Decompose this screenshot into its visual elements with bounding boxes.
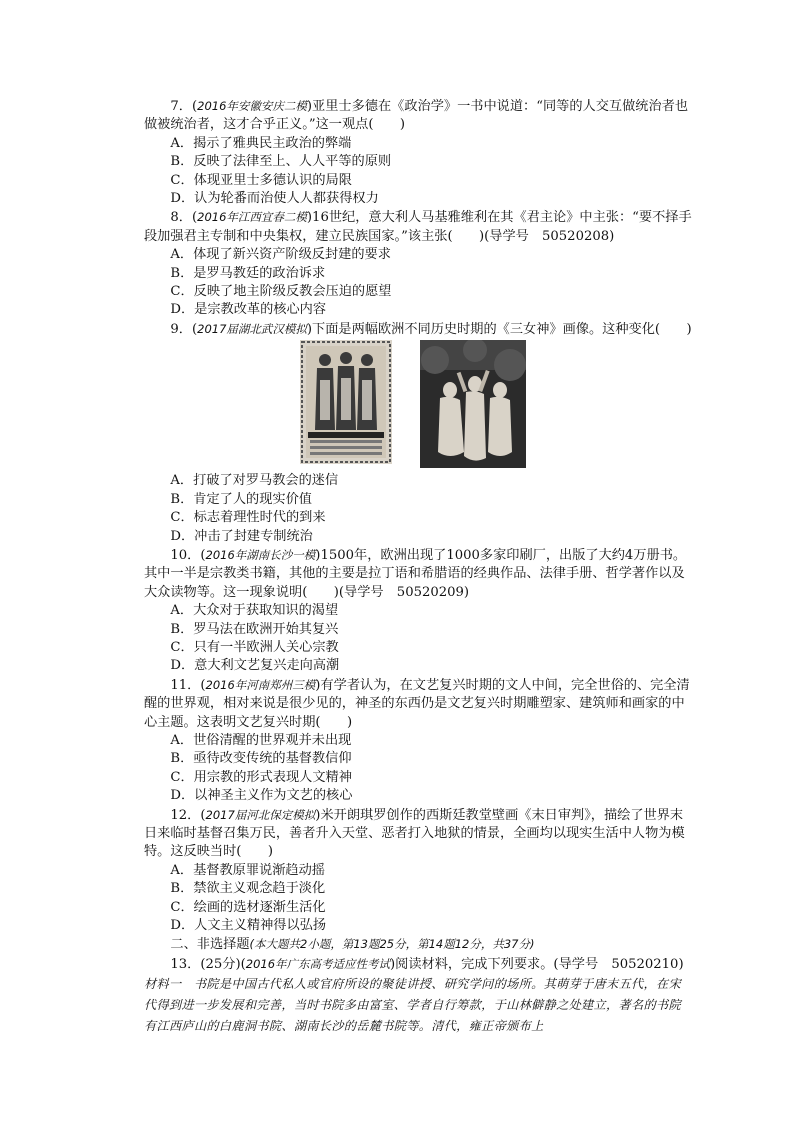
option: C．体现亚里士多德认识的局限 bbox=[170, 172, 352, 188]
option: D．认为轮番而治使人人都获得权力 bbox=[170, 191, 379, 207]
option: B．禁欲主义观念趋于淡化 bbox=[170, 881, 326, 897]
three-graces-images bbox=[144, 340, 692, 468]
option: A．体现了新兴资产阶级反封建的要求 bbox=[170, 247, 391, 263]
option: B．反映了法律至上、人人平等的原则 bbox=[170, 154, 392, 170]
option: D．是宗教改革的核心内容 bbox=[170, 302, 327, 318]
material-one: 材料一 书院是中国古代私人或官府所设的聚徒讲授、研究学问的场所。其萌芽于唐末五代，在宋代得到进一步发展和完善，当时书院多由富室、学者自行筹款，于山林僻静之处建立，著名的书院有江西庐山的白鹿洞书院、湖南长沙的岳麓书院等。清代，雍正帝颁布上 bbox=[144, 977, 681, 1034]
option: C．只有一半欧洲人关心宗教 bbox=[170, 639, 339, 655]
option: A．基督教原罪说渐趋动摇 bbox=[170, 862, 325, 878]
option: D．人文主义精神得以弘扬 bbox=[170, 918, 327, 934]
option: B．是罗马教廷的政治诉求 bbox=[170, 265, 326, 281]
section-2-heading: 二、非选择题(本大题共2小题，第13题25分，第14题12分，共37分) bbox=[170, 937, 535, 953]
question-list bbox=[144, 97, 692, 1037]
option: B．罗马法在欧洲开始其复兴 bbox=[170, 621, 339, 637]
option: A．大众对于获取知识的渴望 bbox=[170, 603, 339, 619]
question-11-stem: 11．(2016年河南郑州三模)有学者认为，在文艺复兴时期的文人中间，完全世俗的、完全清醒的世界观，相对来说是很少见的，神圣的东西仍是文艺复兴时期雕塑家、建筑师和画家的中心主题。这表明文艺复兴时期( ) bbox=[144, 677, 690, 730]
question-9-stem: 9．(2017届湖北武汉模拟)下面是两幅欧洲不同历史时期的《三女神》画像。这种变化( ) bbox=[170, 321, 692, 337]
option: C．绘画的选材逐渐生活化 bbox=[170, 899, 326, 915]
option: A．打破了对罗马教会的迷信 bbox=[170, 473, 339, 489]
medieval-three-graces-image bbox=[300, 340, 392, 464]
option: A．揭示了雅典民主政治的弊端 bbox=[170, 135, 352, 151]
question-12-stem: 12．(2017届河北保定模拟)米开朗琪罗创作的西斯廷教堂壁画《末日审判》，描绘了世界末日来临时基督召集万民，善者升入天堂、恶者打入地狱的情景，全画均以现实生活中人物为模特。这反映当时( ) bbox=[144, 807, 685, 860]
renaissance-three-graces-image bbox=[420, 340, 526, 468]
question-8-stem: 8．(2016年江西宜春二模)16世纪，意大利人马基雅维利在其《君主论》中主张：“要不择手段加强君主专制和中央集权，建立民族国家。”该主张( )(导学号 50520208) bbox=[144, 210, 692, 244]
option: D．冲击了封建专制统治 bbox=[170, 528, 313, 544]
option: A．世俗清醒的世界观并未出现 bbox=[170, 732, 352, 748]
option: C．反映了地主阶级反教会压迫的愿望 bbox=[170, 284, 392, 300]
option: D．以神圣主义作为文艺的核心 bbox=[170, 788, 353, 804]
question-13-stem: 13．(25分)(2016年广东高考适应性考试)阅读材料，完成下列要求。(导学号 50520210) bbox=[170, 956, 684, 972]
option: C．用宗教的形式表现人文精神 bbox=[170, 769, 352, 785]
option: C．标志着理性时代的到来 bbox=[170, 510, 326, 526]
option: D．意大利文艺复兴走向高潮 bbox=[170, 658, 340, 674]
option: B．肯定了人的现实价值 bbox=[170, 491, 312, 507]
question-7-stem: 7．(2016年安徽安庆二模)亚里士多德在《政治学》一书中说道：“同等的人交互做统治者也做被统治者，这才合乎正义。”这一观点( ) bbox=[144, 99, 689, 133]
question-10-stem: 10．(2016年湖南长沙一模)1500年，欧洲出现了1000多家印刷厂，出版了大约4万册书。其中一半是宗教类书籍，其他的主要是拉丁语和希腊语的经典作品、法律手册、哲学著作以及大众读物等。这一现象说明( )(导学号 50520209) bbox=[144, 547, 687, 600]
option: B．亟待改变传统的基督教信仰 bbox=[170, 751, 352, 767]
